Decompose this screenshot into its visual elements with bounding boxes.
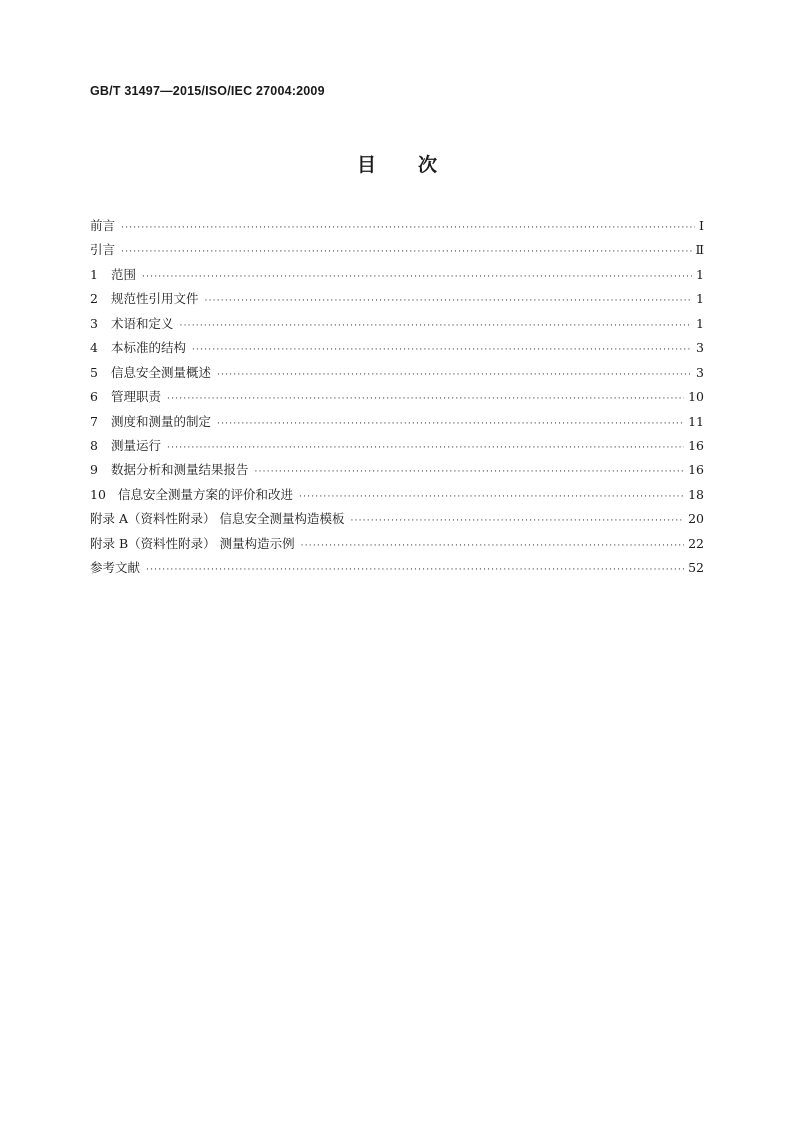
dot-leader [167, 394, 684, 404]
toc-entry-number: 3 [90, 315, 98, 331]
toc-entry-label: 范围 [111, 266, 137, 282]
dot-leader [217, 419, 684, 429]
toc-entry-number: 4 [90, 340, 98, 356]
toc-entry-bibliography[interactable] [90, 558, 704, 582]
toc-entry-8[interactable] [90, 436, 704, 460]
toc-entry-page: 3 [696, 340, 704, 356]
dot-leader [350, 516, 684, 526]
toc-entry-label: 规范性引用文件 [111, 291, 199, 307]
toc-entry-page: 22 [688, 535, 704, 551]
toc-entry-page: Ⅱ [695, 242, 704, 258]
toc-entry-4[interactable] [90, 338, 704, 362]
toc-entry-page: 11 [688, 413, 704, 429]
toc-entry-number: 6 [90, 389, 98, 405]
toc-entry-label: 前言 [90, 218, 116, 233]
toc-entry-5[interactable] [90, 363, 704, 387]
toc-entry-label: 参考文献 [90, 560, 141, 576]
toc-entry-page: 1 [696, 291, 704, 307]
toc-entry-label: 信息安全测量方案的评价和改进 [118, 486, 294, 502]
toc-entry-page: 1 [696, 315, 704, 331]
toc-entry-page: 52 [688, 560, 704, 576]
toc-entry-number: 7 [90, 413, 98, 429]
toc-entry-page: 16 [688, 462, 704, 478]
dot-leader [167, 443, 684, 453]
toc-entry-page: 18 [688, 486, 704, 502]
document-code: GB/T 31497—2015/ISO/IEC 27004:2009 [90, 84, 325, 98]
toc-entry-label: 本标准的结构 [111, 340, 187, 356]
dot-leader [192, 345, 692, 355]
toc-entry-label: 测量运行 [111, 437, 162, 453]
dot-leader [146, 565, 684, 575]
dot-leader [255, 467, 685, 477]
dot-leader [180, 321, 693, 331]
dot-leader [301, 541, 684, 551]
toc-entry-1[interactable] [90, 265, 704, 289]
toc-entry-3[interactable] [90, 314, 704, 338]
toc-entry-label: 附录 A（资料性附录） 信息安全测量构造模板 [90, 511, 345, 527]
toc-entry-label: 管理职责 [111, 389, 162, 405]
toc-entry-number: 10 [90, 486, 106, 502]
toc-entry-number: 1 [90, 266, 98, 282]
toc-entry-page: 16 [688, 437, 704, 453]
toc-entry-page: 20 [688, 511, 704, 527]
toc-entry-label: 测度和测量的制定 [111, 413, 212, 429]
toc-entry-preface[interactable] [90, 216, 704, 240]
dot-leader [121, 223, 695, 233]
toc-entry-9[interactable] [90, 460, 704, 484]
toc-entry-10[interactable] [90, 485, 704, 509]
toc-entry-label: 附录 B（资料性附录） 测量构造示例 [90, 535, 295, 551]
toc-entry-7[interactable] [90, 412, 704, 436]
toc-entry-2[interactable] [90, 289, 704, 313]
dot-leader [205, 296, 693, 306]
toc-entry-page: 1 [696, 266, 704, 282]
toc-entry-number: 5 [90, 364, 98, 380]
toc-entry-6[interactable] [90, 387, 704, 411]
toc-entry-number: 9 [90, 462, 98, 478]
dot-leader [142, 272, 692, 282]
toc-entry-label: 信息安全测量概述 [111, 364, 212, 380]
toc-title: 目次 [356, 154, 479, 176]
toc-entry-page: 10 [688, 389, 704, 405]
toc-entry-number: 8 [90, 437, 98, 453]
toc-entry-page: Ⅰ [699, 218, 704, 233]
dot-leader [299, 492, 684, 502]
dot-leader [217, 370, 692, 380]
toc-entry-page: 3 [696, 364, 704, 380]
toc-entry-annex-b[interactable] [90, 534, 704, 558]
toc-entry-label: 数据分析和测量结果报告 [111, 462, 249, 478]
toc-entry-introduction[interactable] [90, 240, 704, 264]
dot-leader [121, 247, 691, 257]
toc-entry-label: 引言 [90, 242, 116, 258]
table-of-contents [90, 216, 704, 583]
toc-entry-annex-a[interactable] [90, 509, 704, 533]
toc-entry-label: 术语和定义 [111, 315, 174, 331]
toc-entry-number: 2 [90, 291, 98, 307]
